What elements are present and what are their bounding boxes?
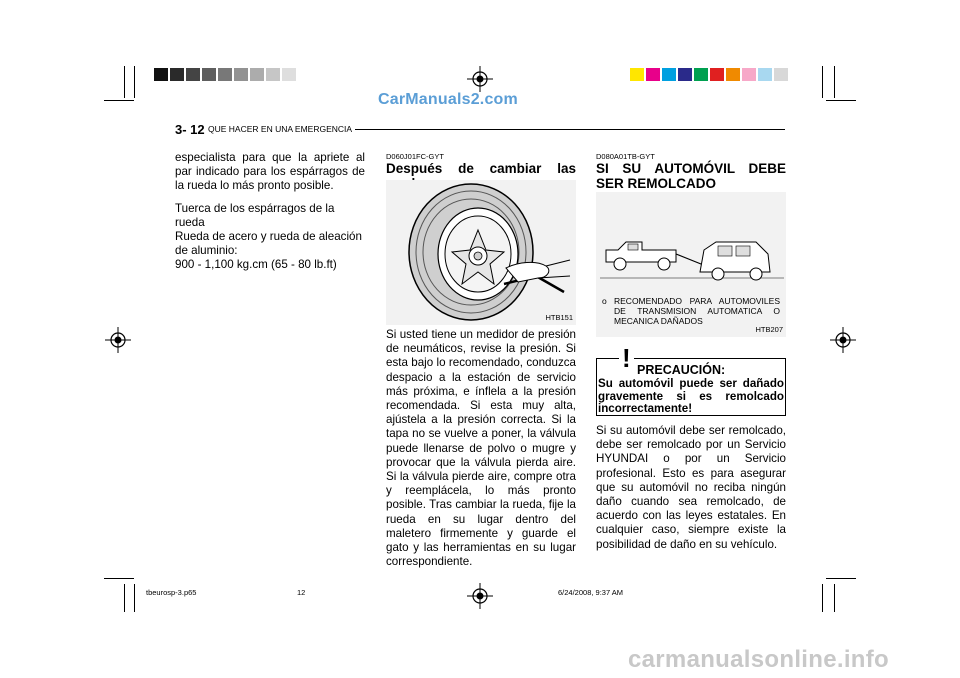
figure-label: HTB207 (755, 325, 783, 334)
column-right-body (596, 424, 786, 560)
section-heading: Después de cambiar las (386, 161, 576, 176)
calibration-swatch (170, 68, 184, 81)
calibration-swatch (630, 68, 644, 81)
torque-line: Rueda de acero y rueda de aleación (175, 230, 362, 244)
crop-mark (826, 578, 856, 579)
torque-line: de aluminio: (175, 244, 238, 258)
calibration-swatch (726, 68, 740, 81)
calibration-swatch (186, 68, 200, 81)
paragraph: Si usted tiene un medidor de presión de neumáticos, revise la presión. Si esta bajo lo recomendado, conduzca despacio a la estación de servicio más próxima, e ínflela a la presión recomendada. Si esta muy alta, ajústela a la presión correcta. Si la tapa no se vuelve a poner, la válvula puede llenarse de polvo o mugre y provocar que la válvula pierda aire. Si la válvula pierde aire, compre otra y reemplácela, lo más pronto posible. Tras cambiar la rueda, fije la rueda en su lugar dentro del maletero firmemente y guarde el gato y las herramientas en su lugar correspondiente. (386, 328, 576, 569)
crop-mark (134, 66, 135, 98)
calibration-swatch (218, 68, 232, 81)
header-rule (355, 129, 785, 130)
column-left (175, 151, 365, 273)
crop-mark (826, 100, 856, 101)
torque-line: Tuerca de los espárragos de la rueda (175, 201, 335, 229)
crop-mark (822, 584, 823, 612)
crop-mark (822, 66, 823, 98)
warning-icon: ! (619, 345, 634, 371)
figure-label: HTB151 (545, 313, 573, 322)
calibration-swatch (266, 68, 280, 81)
calibration-swatch (758, 68, 772, 81)
calibration-swatch (250, 68, 264, 81)
calibration-swatch (678, 68, 692, 81)
tow-truck-illustration (596, 192, 786, 287)
caution-text: Su automóvil puede ser dañado gravemente si es remolcado incorrectamente! (598, 377, 784, 415)
registration-mark-icon (467, 583, 493, 609)
calibration-swatch (742, 68, 756, 81)
section-code: D060J01FC-GYT (386, 152, 444, 161)
tire-valve-illustration (386, 180, 576, 325)
registration-mark-icon (830, 327, 856, 353)
crop-mark (834, 584, 835, 612)
caution-box (596, 343, 786, 416)
crop-mark (834, 66, 835, 98)
section-code: D080A01TB-GYT (596, 152, 655, 161)
calibration-swatch (202, 68, 216, 81)
caution-title: PRECAUCIÓN: (637, 363, 726, 377)
figure-note-text: RECOMENDADO PARA AUTOMOVILES DE TRANSMISION AUTOMATICA O MECANICA DAÑADOS (614, 296, 780, 326)
calibration-swatch (710, 68, 724, 81)
crop-mark (124, 584, 125, 612)
calibration-swatch (694, 68, 708, 81)
bullet: o (602, 296, 607, 306)
footer-page: 12 (297, 588, 306, 597)
section-title: QUE HACER EN UNA EMERGENCIA (208, 124, 353, 134)
calibration-swatch (282, 68, 296, 81)
paragraph: especialista para que la apriete al par indicado para los espárragos de la rueda lo más pronto posible. (175, 151, 365, 193)
column-right (596, 152, 786, 191)
crop-mark (124, 66, 125, 98)
page-number: 3- 12 (175, 122, 205, 137)
towing-figure (596, 192, 786, 337)
crop-mark (104, 100, 134, 101)
calibration-swatch (662, 68, 676, 81)
footer-file: tbeurosp-3.p65 (146, 588, 197, 597)
calibration-swatch (154, 68, 168, 81)
registration-mark-icon (105, 327, 131, 353)
calibration-swatch (646, 68, 660, 81)
watermark-bottom[interactable]: carmanualsonline.info (628, 646, 890, 673)
tire-figure (386, 180, 576, 325)
crop-mark (104, 578, 134, 579)
calibration-swatch (234, 68, 248, 81)
torque-value: 900 - 1,100 kg.cm (65 - 80 lb.ft) (175, 258, 337, 272)
footer-datetime: 6/24/2008, 9:37 AM (558, 588, 624, 597)
figure-note (602, 296, 780, 326)
calibration-swatch (774, 68, 788, 81)
gray-calibration-bar (154, 68, 298, 81)
crop-mark (134, 584, 135, 612)
registration-mark-icon (467, 66, 493, 92)
paragraph: Si su automóvil debe ser remolcado, debe ser remolcado por un Servicio HYUNDAI o por un Servicio profesional. Esto es para asegurar que su automóvil no reciba ningún daño cuando sea remolcado, de acuerdo con las leyes estatales. En cualquier caso, siempre existe la posibilidad de daño en su vehículo. (596, 424, 786, 551)
watermark-top[interactable]: CarManuals2.com (378, 91, 518, 108)
column-middle-body (386, 328, 576, 577)
section-heading: SI SU AUTOMÓVIL DEBE SER REMOLCADO (596, 161, 786, 191)
color-calibration-bar (630, 68, 790, 81)
